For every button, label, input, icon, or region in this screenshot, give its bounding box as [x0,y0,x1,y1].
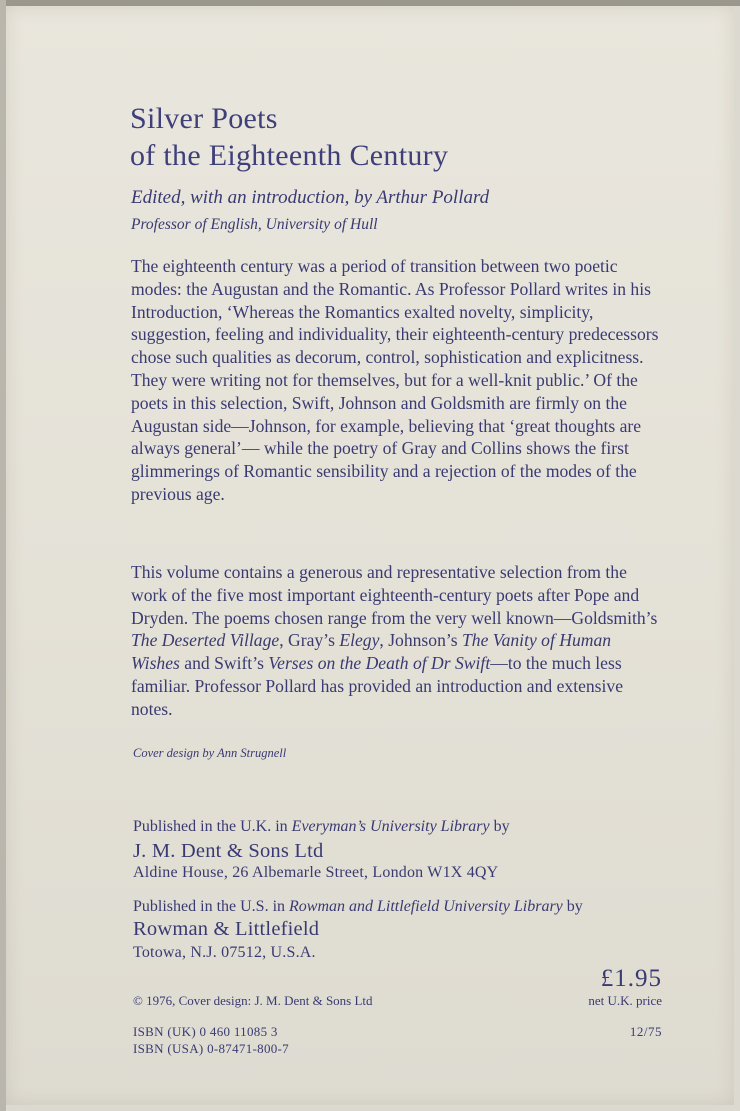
p2-title-deserted-village: The Deserted Village [131,630,280,651]
p2-text-4: and Swift’s [179,653,269,674]
us-publisher-address: Totowa, N.J. 07512, U.S.A. [133,944,316,961]
isbn-uk: ISBN (UK) 0 460 11085 3 [133,1024,278,1039]
price-note: net U.K. price [588,993,662,1008]
p2-text-1: This volume contains a generous and representative selection from the work of the five most important eighteenth-century poets after Pope and Dryden. The poems chosen range from the very well known—Goldsmith’s [131,562,658,628]
p2-title-elegy: Elegy [339,630,380,651]
p2-text-2: , Gray’s [279,630,340,651]
uk-series: Everyman’s University Library [291,818,490,835]
title-line-1: Silver Poets [130,102,278,135]
cover-credit: Cover design by Ann Strugnell [133,746,287,760]
p2-text-5: —to the much less familiar. Professor Pollard has provided an introduction and extensive notes. [131,653,624,719]
us-publisher-name: Rowman & Littlefield [133,918,320,940]
uk-publisher-name: J. M. Dent & Sons Ltd [133,840,324,862]
us-publisher-intro [133,898,583,916]
description-paragraph-2 [131,561,661,721]
p2-text-3: , Johnson’s [379,630,462,651]
us-intro-suffix: by [562,898,583,915]
date-code: 12/75 [629,1024,662,1039]
us-intro-prefix: Published in the U.S. in [133,898,290,915]
p2-title-vanity: The Vanity of Human Wishes [131,630,612,674]
description-paragraph-1: The eighteenth century was a period of transition between two poetic modes: the Augustan and the Romantic. As Professor Pollard writes in his Introduction, ‘Whereas the Romantics exalted novelty, simplicity, suggestion, feeling and individuality, their eighteenth-century predecessors chose such qualities as decorum, control, sophistication and explicitness. They were writing not for themselves, but for a well-knit public.’ Of the poets in this selection, Swift, Johnson and Goldsmith are firmly on the Augustan side—Johnson, for example, believing that ‘great thoughts are always general’— while the poetry of Gray and Collins shows the first glimmerings of Romantic sensibility and a rejection of the modes of the previous age. [131,256,659,504]
copyright-line: © 1976, Cover design: J. M. Dent & Sons Ltd [133,993,373,1008]
p2-title-verses: Verses on the Death of Dr Swift [268,653,491,674]
title-line-2: of the Eighteenth Century [130,139,449,172]
book-title [130,100,448,174]
editor-role: Professor of English, University of Hull [131,216,378,233]
us-series: Rowman and Littlefield University Library [289,898,563,915]
price: £1.95 [600,965,662,992]
uk-publisher-address: Aldine House, 26 Albemarle Street, London W1X 4QY [133,864,499,881]
editor-line: Edited, with an introduction, by Arthur Pollard [131,187,490,208]
isbn-usa: ISBN (USA) 0-87471-800-7 [133,1041,289,1056]
uk-publisher-intro [133,818,510,836]
uk-intro-prefix: Published in the U.K. in [133,818,292,835]
uk-intro-suffix: by [489,818,510,835]
